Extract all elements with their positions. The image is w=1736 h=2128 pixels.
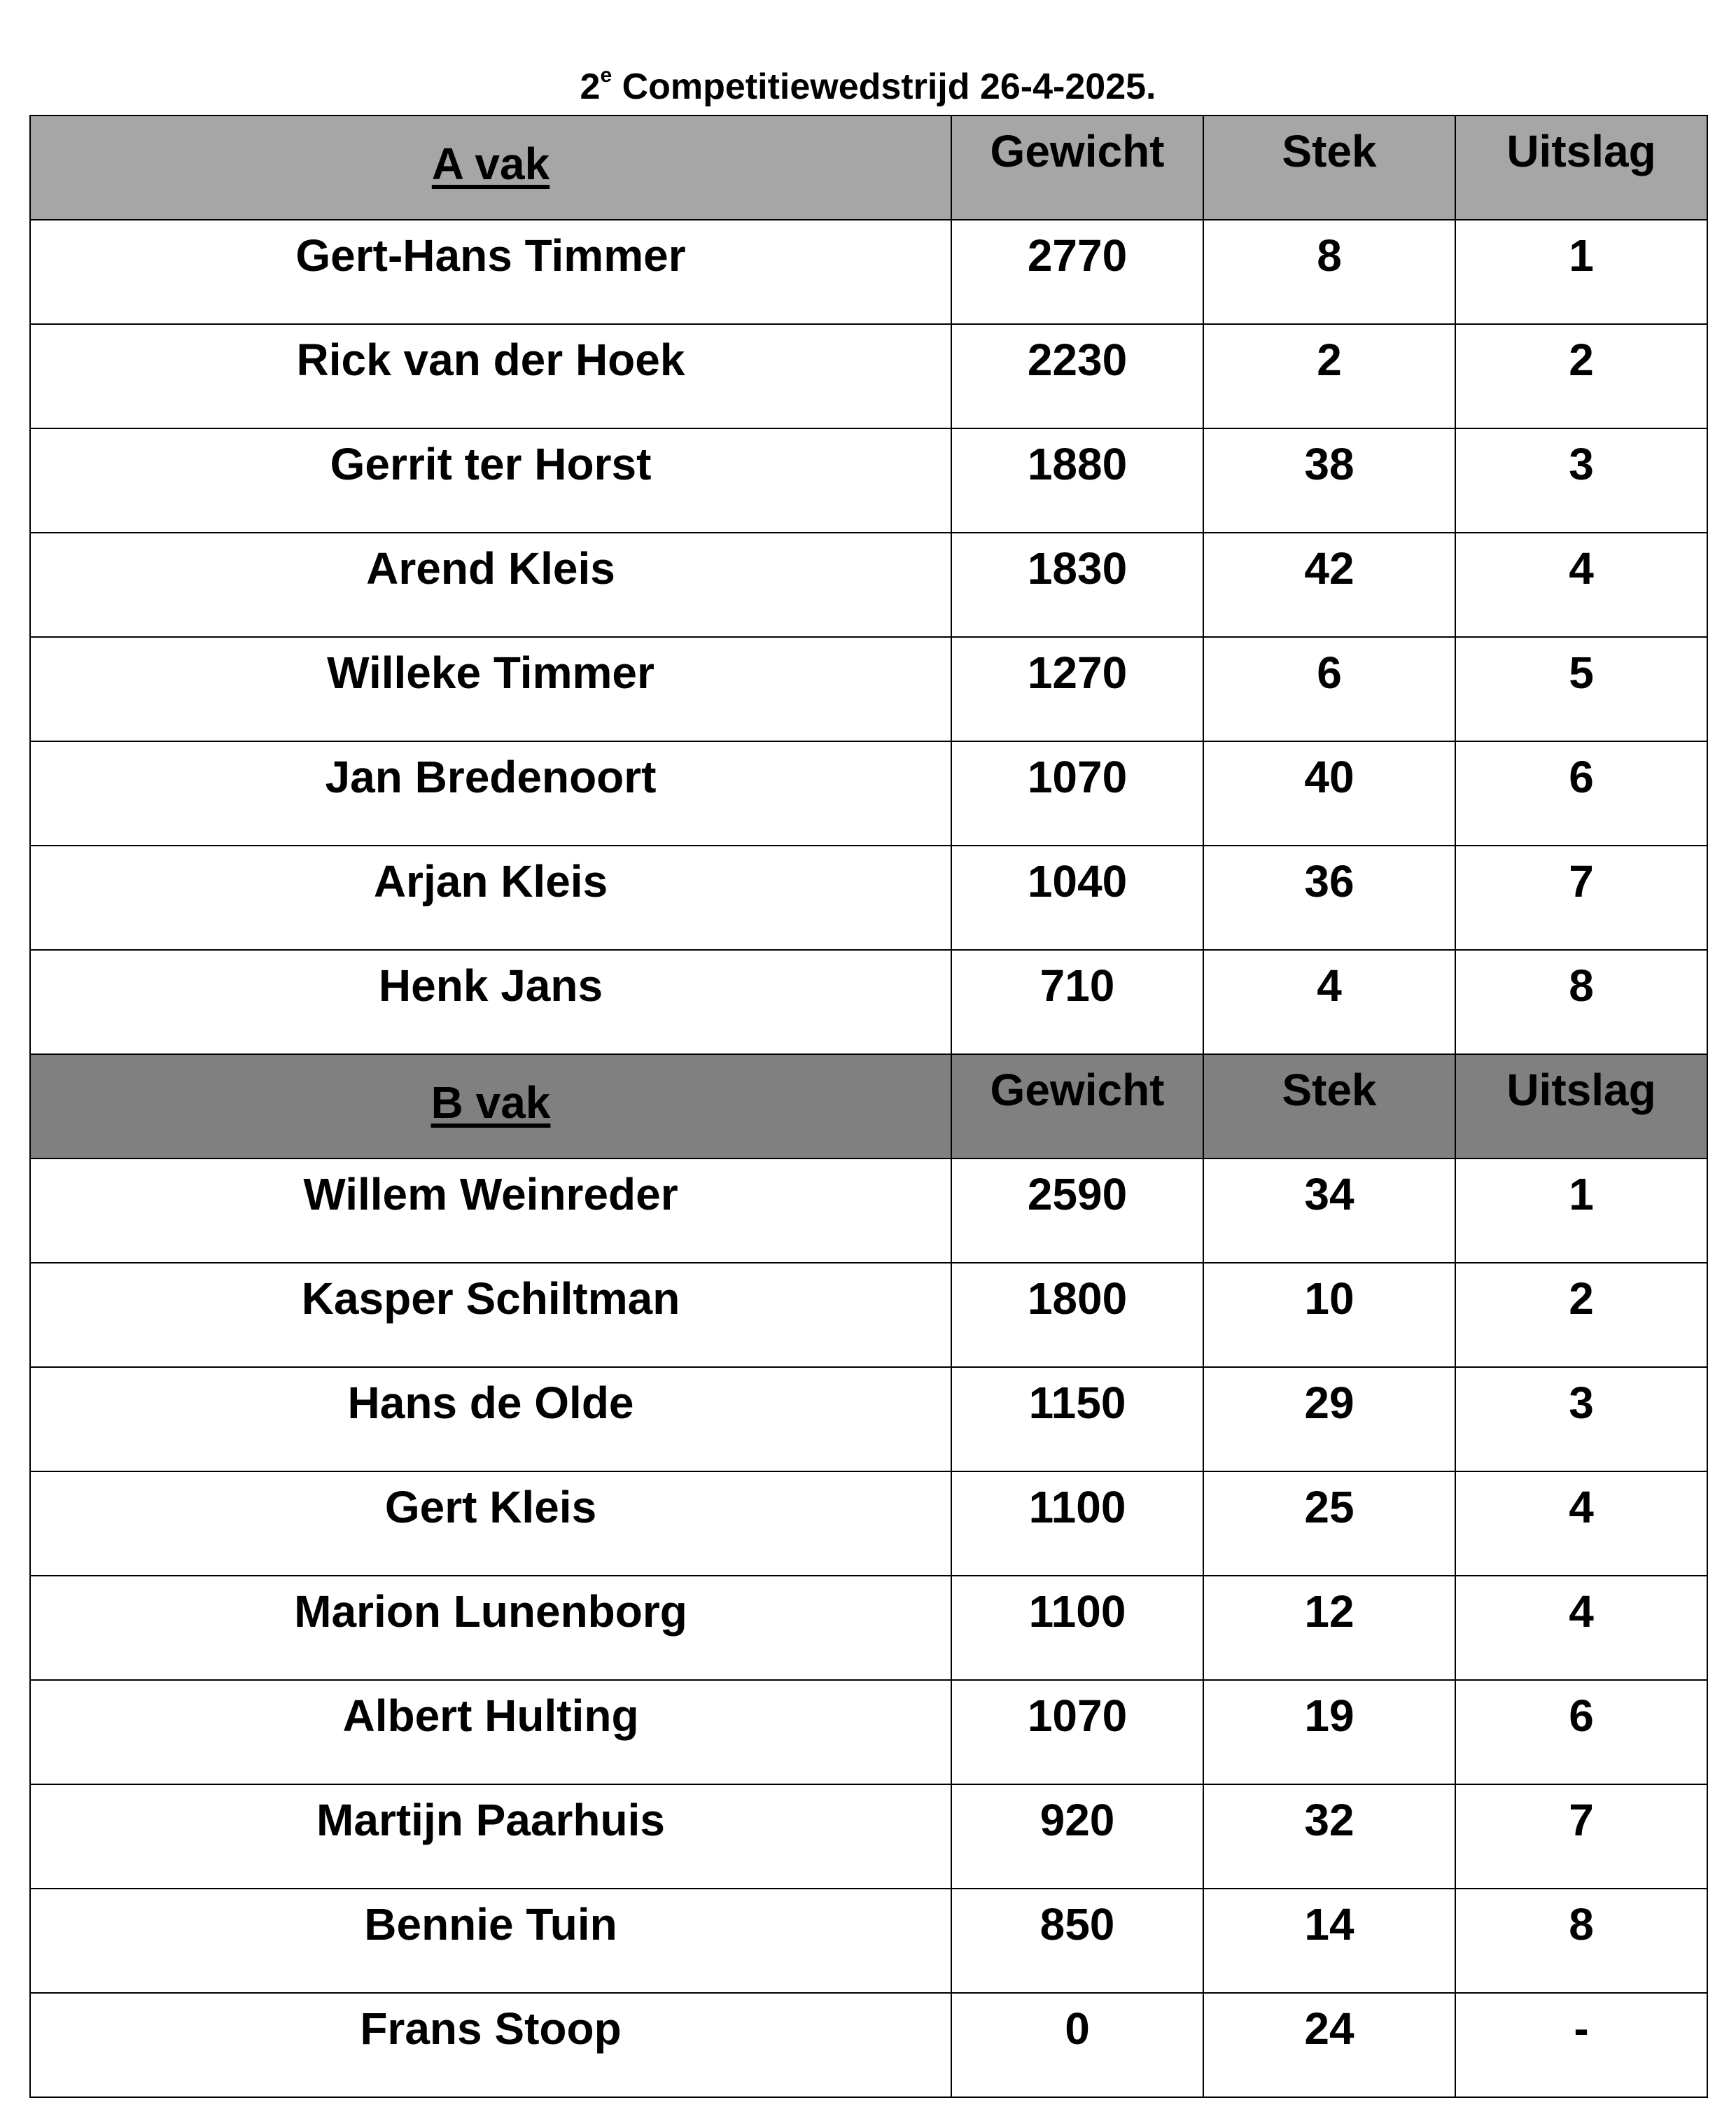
participant-name: Hans de Olde bbox=[30, 1367, 951, 1471]
result-value: 4 bbox=[1455, 1471, 1707, 1576]
weight-value: 1830 bbox=[951, 533, 1203, 637]
participant-name: Rick van der Hoek bbox=[30, 324, 951, 428]
weight-value: 2770 bbox=[951, 220, 1203, 324]
participant-name: Arjan Kleis bbox=[30, 846, 951, 950]
section-header-b bbox=[30, 1054, 1707, 1158]
weight-value: 850 bbox=[951, 1889, 1203, 1993]
section-header-a bbox=[30, 115, 1707, 220]
section-label: A vak bbox=[431, 139, 550, 189]
result-value: 3 bbox=[1455, 428, 1707, 533]
result-value: 7 bbox=[1455, 846, 1707, 950]
result-value: 6 bbox=[1455, 1680, 1707, 1784]
result-value: 4 bbox=[1455, 1576, 1707, 1680]
participant-name: Willeke Timmer bbox=[30, 637, 951, 741]
participant-name: Kasper Schiltman bbox=[30, 1263, 951, 1367]
table-row bbox=[30, 1576, 1707, 1680]
stek-value: 38 bbox=[1203, 428, 1455, 533]
column-header-result: Uitslag bbox=[1455, 115, 1707, 220]
table-row bbox=[30, 324, 1707, 428]
table-row bbox=[30, 1784, 1707, 1889]
weight-value: 1100 bbox=[951, 1471, 1203, 1576]
result-value: - bbox=[1455, 1993, 1707, 2097]
participant-name: Willem Weinreder bbox=[30, 1158, 951, 1263]
table-row bbox=[30, 533, 1707, 637]
table-row bbox=[30, 1158, 1707, 1263]
stek-value: 25 bbox=[1203, 1471, 1455, 1576]
section-label-cell bbox=[30, 115, 951, 220]
participant-name: Bennie Tuin bbox=[30, 1889, 951, 1993]
column-header-weight: Gewicht bbox=[951, 1054, 1203, 1158]
column-header-weight: Gewicht bbox=[951, 115, 1203, 220]
result-value: 2 bbox=[1455, 324, 1707, 428]
results-table bbox=[29, 115, 1708, 2098]
result-value: 6 bbox=[1455, 741, 1707, 846]
table-row bbox=[30, 950, 1707, 1054]
stek-value: 4 bbox=[1203, 950, 1455, 1054]
stek-value: 8 bbox=[1203, 220, 1455, 324]
title-text: Competitiewedstrijd 26-4-2025. bbox=[612, 66, 1156, 107]
result-value: 1 bbox=[1455, 220, 1707, 324]
participant-name: Henk Jans bbox=[30, 950, 951, 1054]
section-label-cell bbox=[30, 1054, 951, 1158]
title-superscript: e bbox=[600, 64, 612, 87]
stek-value: 10 bbox=[1203, 1263, 1455, 1367]
stek-value: 34 bbox=[1203, 1158, 1455, 1263]
result-value: 8 bbox=[1455, 950, 1707, 1054]
table-row bbox=[30, 428, 1707, 533]
participant-name: Marion Lunenborg bbox=[30, 1576, 951, 1680]
result-value: 4 bbox=[1455, 533, 1707, 637]
table-row bbox=[30, 741, 1707, 846]
participant-name: Arend Kleis bbox=[30, 533, 951, 637]
stek-value: 14 bbox=[1203, 1889, 1455, 1993]
participant-name: Gerrit ter Horst bbox=[30, 428, 951, 533]
stek-value: 29 bbox=[1203, 1367, 1455, 1471]
column-header-result: Uitslag bbox=[1455, 1054, 1707, 1158]
stek-value: 42 bbox=[1203, 533, 1455, 637]
title-number: 2 bbox=[580, 66, 601, 107]
table-row bbox=[30, 1680, 1707, 1784]
table-row bbox=[30, 1993, 1707, 2097]
weight-value: 1070 bbox=[951, 1680, 1203, 1784]
weight-value: 1070 bbox=[951, 741, 1203, 846]
column-header-stek: Stek bbox=[1203, 115, 1455, 220]
table-row bbox=[30, 1263, 1707, 1367]
stek-value: 40 bbox=[1203, 741, 1455, 846]
result-value: 8 bbox=[1455, 1889, 1707, 1993]
table-row bbox=[30, 846, 1707, 950]
stek-value: 2 bbox=[1203, 324, 1455, 428]
table-row bbox=[30, 220, 1707, 324]
participant-name: Jan Bredenoort bbox=[30, 741, 951, 846]
participant-name: Frans Stoop bbox=[30, 1993, 951, 2097]
weight-value: 2590 bbox=[951, 1158, 1203, 1263]
participant-name: Albert Hulting bbox=[30, 1680, 951, 1784]
section-label: B vak bbox=[430, 1077, 551, 1128]
participant-name: Gert-Hans Timmer bbox=[30, 220, 951, 324]
stek-value: 12 bbox=[1203, 1576, 1455, 1680]
weight-value: 920 bbox=[951, 1784, 1203, 1889]
participant-name: Gert Kleis bbox=[30, 1471, 951, 1576]
weight-value: 1880 bbox=[951, 428, 1203, 533]
weight-value: 710 bbox=[951, 950, 1203, 1054]
result-value: 5 bbox=[1455, 637, 1707, 741]
result-value: 2 bbox=[1455, 1263, 1707, 1367]
weight-value: 2230 bbox=[951, 324, 1203, 428]
stek-value: 36 bbox=[1203, 846, 1455, 950]
weight-value: 0 bbox=[951, 1993, 1203, 2097]
table-row bbox=[30, 1889, 1707, 1993]
weight-value: 1150 bbox=[951, 1367, 1203, 1471]
stek-value: 24 bbox=[1203, 1993, 1455, 2097]
table-row bbox=[30, 1471, 1707, 1576]
result-value: 1 bbox=[1455, 1158, 1707, 1263]
participant-name: Martijn Paarhuis bbox=[30, 1784, 951, 1889]
table-row bbox=[30, 1367, 1707, 1471]
weight-value: 1040 bbox=[951, 846, 1203, 950]
result-value: 3 bbox=[1455, 1367, 1707, 1471]
column-header-stek: Stek bbox=[1203, 1054, 1455, 1158]
weight-value: 1100 bbox=[951, 1576, 1203, 1680]
result-value: 7 bbox=[1455, 1784, 1707, 1889]
document-title bbox=[0, 64, 1736, 109]
stek-value: 19 bbox=[1203, 1680, 1455, 1784]
stek-value: 6 bbox=[1203, 637, 1455, 741]
weight-value: 1270 bbox=[951, 637, 1203, 741]
stek-value: 32 bbox=[1203, 1784, 1455, 1889]
weight-value: 1800 bbox=[951, 1263, 1203, 1367]
table-row bbox=[30, 637, 1707, 741]
